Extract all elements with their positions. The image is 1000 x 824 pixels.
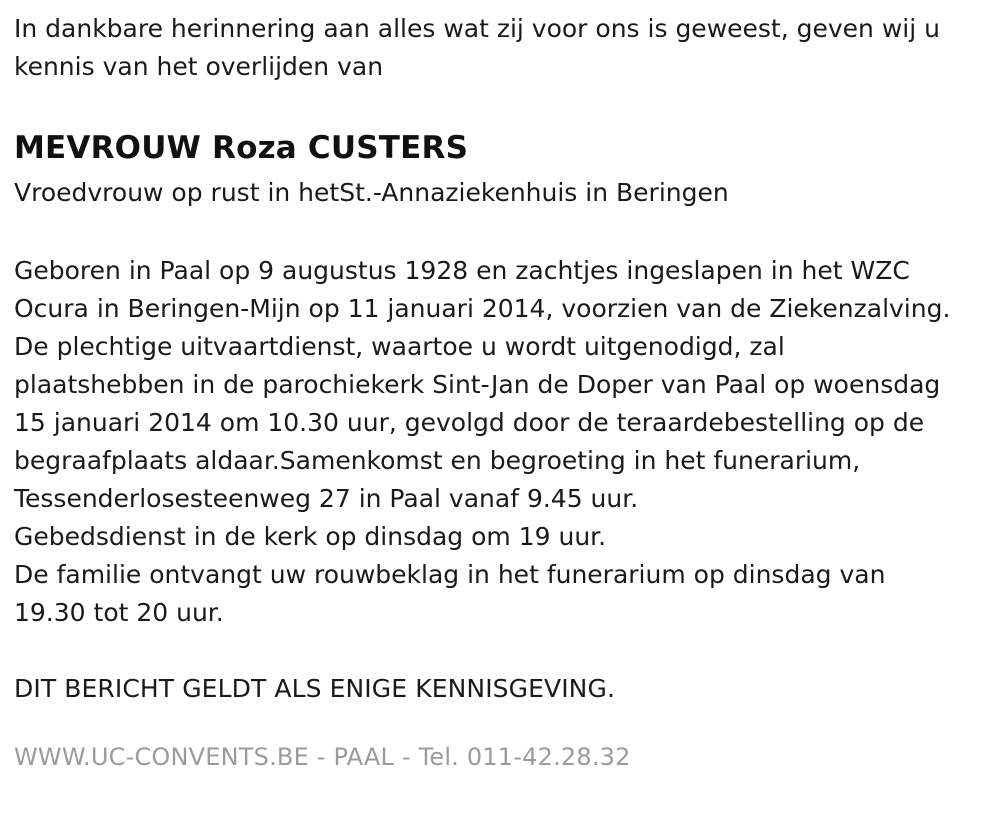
deceased-name: MEVROUW Roza CUSTERS bbox=[14, 130, 469, 166]
spacer-before-footer bbox=[14, 708, 986, 740]
body-line: Ocura in Beringen-Mijn op 11 januari 2014, voorzien van de Ziekenzalving. bbox=[14, 294, 951, 323]
footer-contact: WWW.UC-CONVENTS.BE - PAAL - Tel. 011-42.28.32 bbox=[14, 743, 631, 771]
spacer-after-subtitle bbox=[14, 212, 986, 252]
body-line: Geboren in Paal op 9 augustus 1928 en zachtjes ingeslapen in het WZC bbox=[14, 256, 910, 285]
body-line: begraafplaats aldaar.Samenkomst en begroeting in het funerarium, bbox=[14, 446, 861, 475]
body-line: 19.30 tot 20 uur. bbox=[14, 598, 224, 627]
announcement-text: DIT BERICHT GELDT ALS ENIGE KENNISGEVING. bbox=[14, 674, 615, 703]
deceased-subtitle: Vroedvrouw op rust in hetSt.-Annaziekenhuis in Beringen bbox=[14, 178, 729, 207]
body-line: Tessenderlosesteenweg 27 in Paal vanaf 9.45 uur. bbox=[14, 484, 639, 513]
body-line: Gebedsdienst in de kerk op dinsdag om 19 uur. bbox=[14, 522, 607, 551]
body-line: 15 januari 2014 om 10.30 uur, gevolgd door de teraardebestelling op de bbox=[14, 408, 925, 437]
body-line: De plechtige uitvaartdienst, waartoe u wordt uitgenodigd, zal bbox=[14, 332, 785, 361]
body-line: De familie ontvangt uw rouwbeklag in het funerarium op dinsdag van bbox=[14, 560, 886, 589]
body-line: plaatshebben in de parochiekerk Sint-Jan de Doper van Paal op woensdag bbox=[14, 370, 941, 399]
spacer-after-intro bbox=[14, 86, 986, 128]
spacer-before-announcement bbox=[14, 632, 986, 670]
notice-body bbox=[14, 252, 986, 632]
intro-text: In dankbare herinnering aan alles wat zij voor ons is geweest, geven wij u kennis van het overlijden van bbox=[14, 14, 940, 81]
